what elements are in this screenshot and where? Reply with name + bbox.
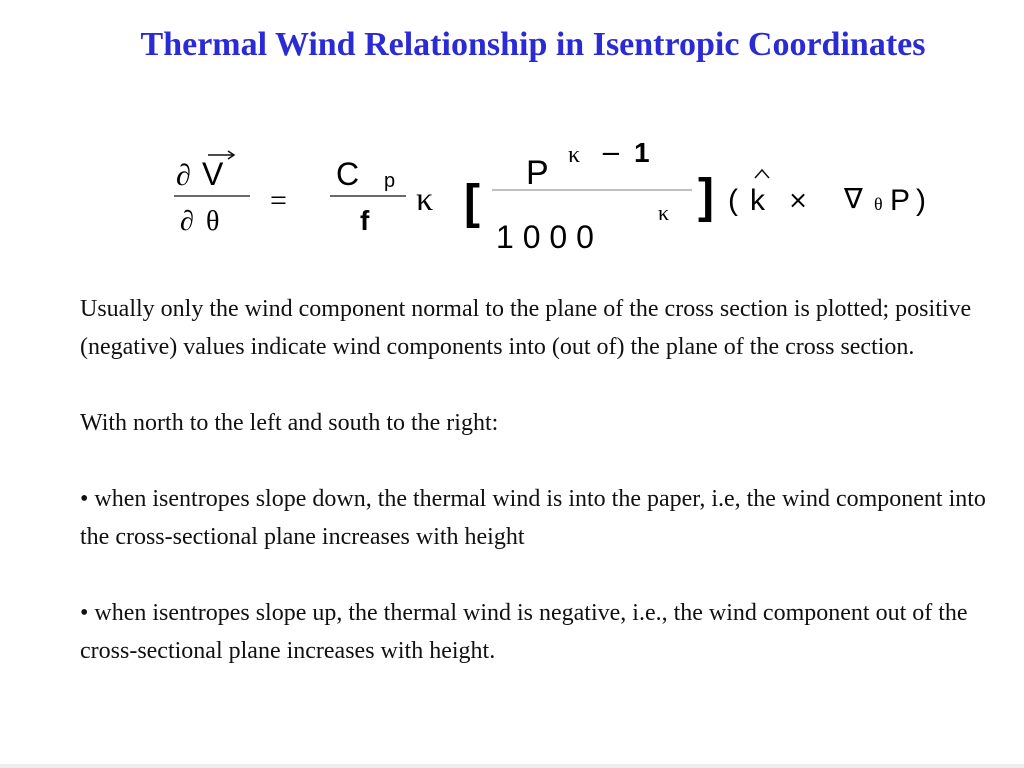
right-paren: ) [916,184,926,217]
left-paren: ( [728,184,738,217]
k-hat-letter: k [750,184,765,217]
denominator-kappa-exponent: κ [658,200,670,225]
nabla-symbol: ∇ [844,182,863,215]
left-bracket: [ [464,176,480,229]
footer-divider [0,764,1024,768]
lhs-num-var: V [202,156,224,192]
paragraph-orientation: With north to the left and south to the right: [80,410,499,436]
lhs-num-partial: ∂ [176,159,191,192]
f-letter: f [360,205,370,236]
lhs-den-var: θ [206,206,220,237]
equals-sign: = [270,184,287,217]
numerator-p: P [526,154,549,192]
paragraph-cross-section-note: Usually only the wind component normal to the plane of the cross section is plotted; positive (negative) values indicate wind components into (out of) the plane of the cross section. [80,296,972,360]
kappa-factor: κ [416,181,434,218]
denominator-1000: 1 0 0 0 [496,219,594,255]
thermal-wind-equation [170,140,970,260]
gradient-p: P [890,184,911,217]
numerator-one: 1 [634,140,650,168]
numerator-kappa-exponent: κ [568,142,581,168]
cp-letter: C [336,156,360,192]
right-bracket: ] [698,170,714,223]
equation-svg [170,140,970,260]
body-text [80,290,1000,670]
lhs-den-partial: ∂ [180,206,194,237]
slide-title: Thermal Wind Relationship in Isentropic Coordinates [140,26,926,63]
paragraph-slope-down: • when isentropes slope down, the thermal wind is into the paper, i.e, the wind component into the cross-sectional plane increases with height [80,486,986,550]
paragraph-slope-up: • when isentropes slope up, the thermal wind is negative, i.e., the wind component out of the cross-sectional plane increases with height. [80,600,968,664]
nabla-theta-subscript: θ [874,194,883,214]
cross-product-sign: × [788,186,809,214]
cp-subscript: p [384,170,396,192]
hat-icon [755,170,769,178]
minus-sign: − [600,140,622,169]
